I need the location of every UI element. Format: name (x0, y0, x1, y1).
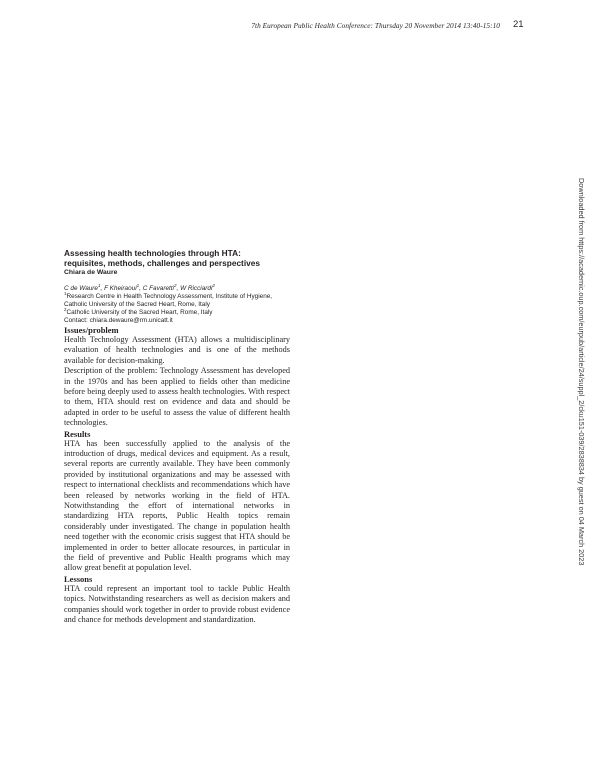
download-notice: Downloaded from https://academic.oup.com/eurpub/article/24/suppl_2/cku151-039/2838834 by guest on 04 March 2023 (577, 178, 586, 566)
author-affiliation-mark: 1 (97, 283, 101, 289)
abstract (64, 248, 290, 626)
paragraph: HTA could represent an important tool to tackle Public Health topics. Notwithstanding researchers as well as decision makers and companies should work together in order to provide robust evidence and chance for methods development and standardization. (64, 583, 290, 625)
author-name: C Favaretti (142, 285, 174, 293)
section-heading: Lessons (64, 573, 93, 584)
affiliation-2 (64, 309, 290, 317)
abstract-title (64, 248, 290, 268)
affiliation-2-text: Catholic University of the Sacred Heart, Rome, Italy (66, 309, 213, 317)
author-name: W Ricciardi (180, 285, 213, 293)
section-issues (64, 325, 290, 429)
paragraph: HTA has been successfully applied to the analysis of the introduction of drugs, medical devices and equipment. As a result, several reports are currently available. They have been commonly provided by institutional organizations and may be assessed with respect to international checklists and recommendations which have been released by networks working in the field of HTA. Notwithstanding the effort of international networks in standardizing HTA reports, Public Health topics remain considerably under investigated. The change in population health need together with the economic crisis suggest that HTA should be implemented in order to better allocate resources, in particular in the field of preventive and Public Health programs which may allow great benefit at population level. (64, 438, 290, 573)
affiliation-1 (64, 293, 290, 309)
paragraph: Health Technology Assessment (HTA) allows a multidisciplinary evaluation of health technologies and is one of the methods available for decision-making. (64, 334, 290, 365)
author-name: F Kheiraoui (104, 285, 137, 293)
affiliation-1-line-2: Catholic University of the Sacred Heart, Rome, Italy (64, 301, 210, 309)
page-number: 21 (513, 19, 524, 30)
running-header: 7th European Public Health Conference: Thursday 20 November 2014 13:40-15:10 (251, 21, 500, 30)
section-lessons (64, 574, 290, 626)
title-line-2: requisites, methods, challenges and perspectives (64, 258, 260, 269)
author-name: C de Waure (64, 285, 98, 293)
author-list: C de Waure$^1$, F Kheiraoui$^1$, C Favaretti$^2$, W Ricciardi$^2$ (64, 283, 215, 293)
author-affiliation-mark: 2 (173, 283, 177, 289)
section-results (64, 429, 290, 574)
contact-email: Contact: chiara.dewaure@rm.unicatt.it (64, 317, 173, 325)
author-affiliation-mark: 2 (212, 283, 215, 289)
affiliation-1-line-1: Research Centre in Health Technology Assessment, Institute of Hygiene, (66, 293, 273, 301)
affiliation-mark: 2 (64, 307, 67, 312)
paragraph: Description of the problem: Technology Assessment has developed in the 1970s and has been applied to fields other than medicine before being deeply used to assess health technologies. With respect to them, HTA should rest on evidence and data and should be adapted in order to be useful to assess the value of different health technologies. (64, 366, 290, 428)
section-heading: Issues/problem (64, 324, 119, 335)
affiliation-mark: 1 (64, 291, 67, 297)
presenter-name: Chiara de Waure (64, 269, 118, 277)
title-line-1: Assessing health technologies through HTA: (64, 248, 241, 258)
author-affiliation-mark: 1 (136, 283, 140, 289)
section-heading: Results (64, 428, 91, 439)
